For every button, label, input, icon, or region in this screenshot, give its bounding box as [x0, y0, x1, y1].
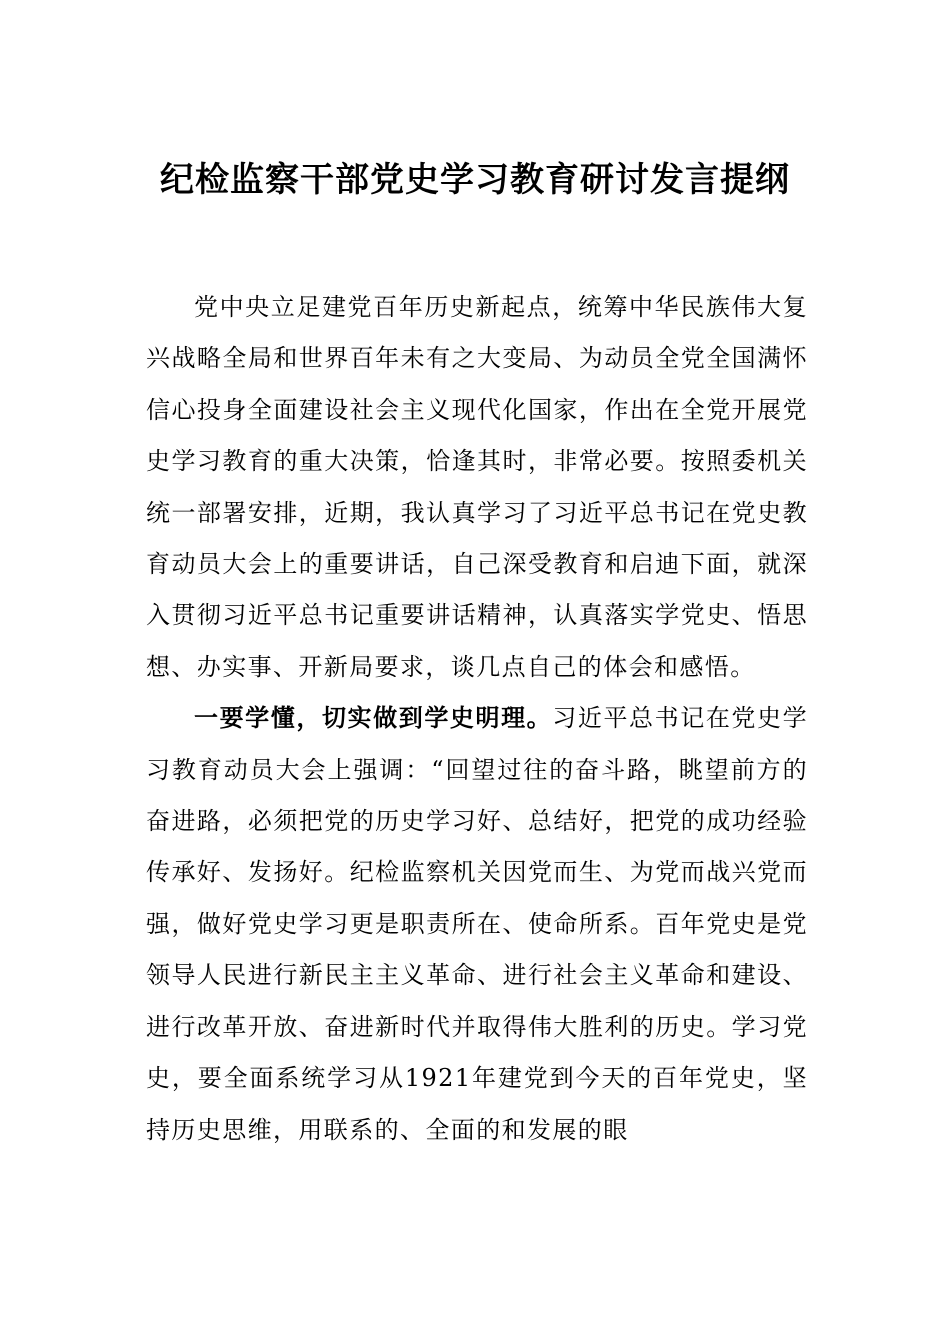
paragraph-text: 党中央立足建党百年历史新起点，统筹中华民族伟大复兴战略全局和世界百年未有之大变局、为动员全党全国满怀信心投身全面建设社会主义现代化国家，作出在全党开展党史学习教育的重大决策，恰逢其时，非常必要。按照委机关统一部署安排，近期，我认真学习了习近平总书记在党史教育动员大会上的重要讲话，自己深受教育和启迪下面，就深入贯彻习近平总书记重要讲话精神，认真落实学党史、悟思想、办实事、开新局要求，谈几点自己的体会和感悟。 — [146, 293, 808, 681]
paragraph-lead-heading: 一要学懂，切实做到学史明理。 — [194, 704, 553, 733]
document-title: 纪检监察干部党史学习教育研讨发言提纲 — [160, 160, 790, 200]
paragraph-section-one — [146, 693, 808, 1156]
document-body — [146, 282, 808, 1156]
paragraph-text: 习近平总书记在党史学习教育动员大会上强调：“回望过往的奋斗路，眺望前方的奋进路，必须把党的历史学习好、总结好，把党的成功经验传承好、发扬好。纪检监察机关因党而生、为党而战兴党而强，做好党史学习更是职责所在、使命所系。百年党史是党领导人民进行新民主主义革命、进行社会主义革命和建设、进行改革开放、奋进新时代并取得伟大胜利的历史。学习党史，要全面系统学习从1921年建党到今天的百年党史，坚持历史思维，用联系的、全面的和发展的眼 — [146, 704, 808, 1144]
paragraph-intro — [146, 282, 808, 693]
